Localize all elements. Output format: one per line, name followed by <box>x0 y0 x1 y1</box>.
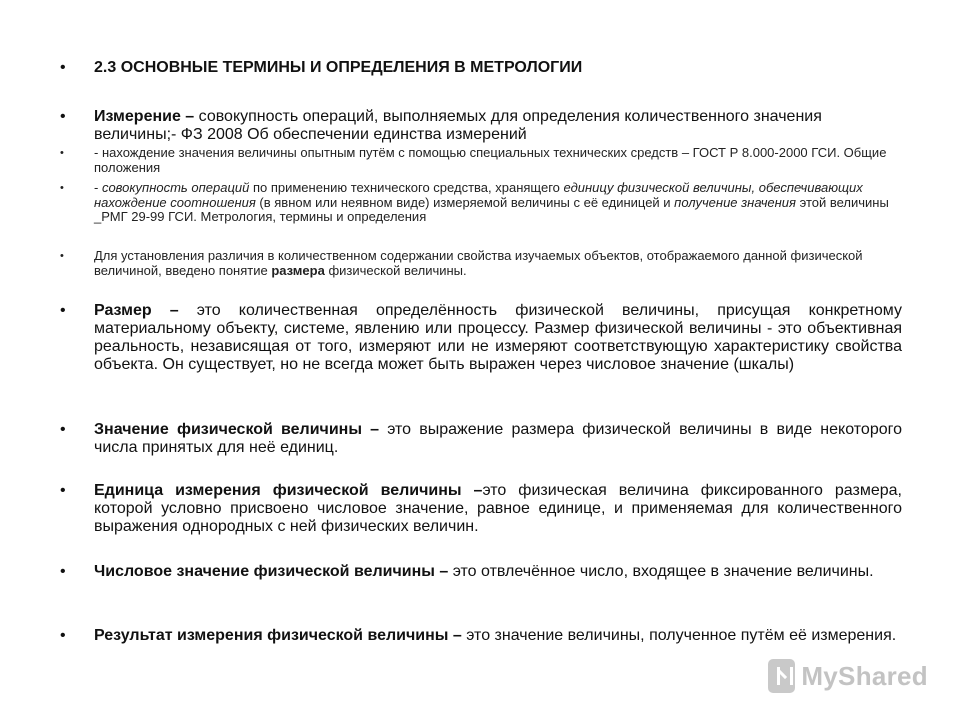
definition-rmg <box>94 181 902 225</box>
list-item <box>60 482 905 536</box>
italic-part: получение значения <box>674 194 796 210</box>
term: Единица измерения физической величины – <box>94 482 483 499</box>
bullet-marker: • <box>60 108 66 125</box>
list-item <box>60 302 905 374</box>
definition-numeric-value <box>94 563 902 581</box>
text-part: физической величины. <box>324 262 467 278</box>
text-part: - <box>94 180 102 195</box>
bullet-marker: • <box>60 147 64 159</box>
text-part: (в явном или неявном виде) измеряемой величины с её единицей и <box>255 194 675 210</box>
list-item <box>60 146 905 175</box>
definition-text: это физическая величина фиксированного размера, которой условно присвоено числовое значение, равное единице, и применяемая для количественного выражения однородных с ней физических величин. <box>94 482 902 535</box>
bullet-marker: • <box>60 627 66 644</box>
text-part: Для установления различия в количественном содержании свойства изучаемых объектов, отображаемого данной физической величиной, введено понятие <box>94 248 863 278</box>
list-item <box>60 421 905 457</box>
italic-part: единицу физической величины, обеспечивающих нахождение соотношения <box>94 180 863 210</box>
watermark-logo <box>768 656 928 696</box>
bullet-marker: • <box>60 482 66 499</box>
definition-text: это количественная определённость физической величины, присущая конкретному материальному объекту, системе, явлению или процессу. Размер физической величины - это объективная реальность, независящая от того, измеряют или не измеряют соответствующую характеристику свойства объекта. Он существует, но не всегда может быть выражен через числовое значение (шкалы) <box>94 302 902 373</box>
term: Числовое значение физической величины – <box>94 563 449 580</box>
list-item <box>60 108 905 144</box>
definition-size <box>94 302 902 374</box>
bullet-marker: • <box>60 421 66 438</box>
list-item <box>60 627 905 645</box>
definition-value <box>94 421 902 457</box>
definition-text: это отвлечённое число, входящее в значение величины. <box>448 563 874 580</box>
bullet-marker: • <box>60 250 64 262</box>
list-item <box>60 563 905 581</box>
italic-part: совокупность операций <box>101 180 250 195</box>
definition-text: это выражение размера физической величины в виде некоторого числа принятых для неё единиц. <box>94 421 902 456</box>
bullet-marker: • <box>60 59 66 76</box>
text-part: этой величины _РМГ 29-99 ГСИ. Метрология, термины и определения <box>94 194 889 224</box>
definition-text: совокупность операций, выполняемых для определения количественного значения величины;- ФЗ 2008 Об обеспечении единства измерений <box>94 108 822 143</box>
size-intro <box>94 249 902 278</box>
bullet-marker: • <box>60 302 66 319</box>
bullet-marker: • <box>60 182 64 194</box>
list-item <box>60 181 905 225</box>
definition-measurement <box>94 108 902 144</box>
text-part: по применению технического средства, хранящего <box>249 180 564 195</box>
watermark-text: MyShared <box>801 660 928 691</box>
term: Значение физической величины – <box>94 421 380 438</box>
logo-icon <box>768 659 795 693</box>
list-item <box>60 59 905 77</box>
bullet-marker: • <box>60 563 66 580</box>
definition-unit <box>94 482 902 536</box>
list-item <box>60 249 905 278</box>
term: Измерение – <box>94 108 195 125</box>
term: размера <box>271 262 325 278</box>
section-heading: 2.3 ОСНОВНЫЕ ТЕРМИНЫ И ОПРЕДЕЛЕНИЯ В МЕТРОЛОГИИ <box>94 59 583 76</box>
definition-result <box>94 627 902 645</box>
term: Размер – <box>94 302 179 319</box>
term: Результат измерения физической величины – <box>94 627 462 644</box>
definition-text: это значение величины, полученное путём её измерения. <box>461 627 897 644</box>
definition-gost: - нахождение значения величины опытным путём с помощью специальных технических средств – ГОСТ Р 8.000-2000 ГСИ. Общие положения <box>94 145 887 175</box>
